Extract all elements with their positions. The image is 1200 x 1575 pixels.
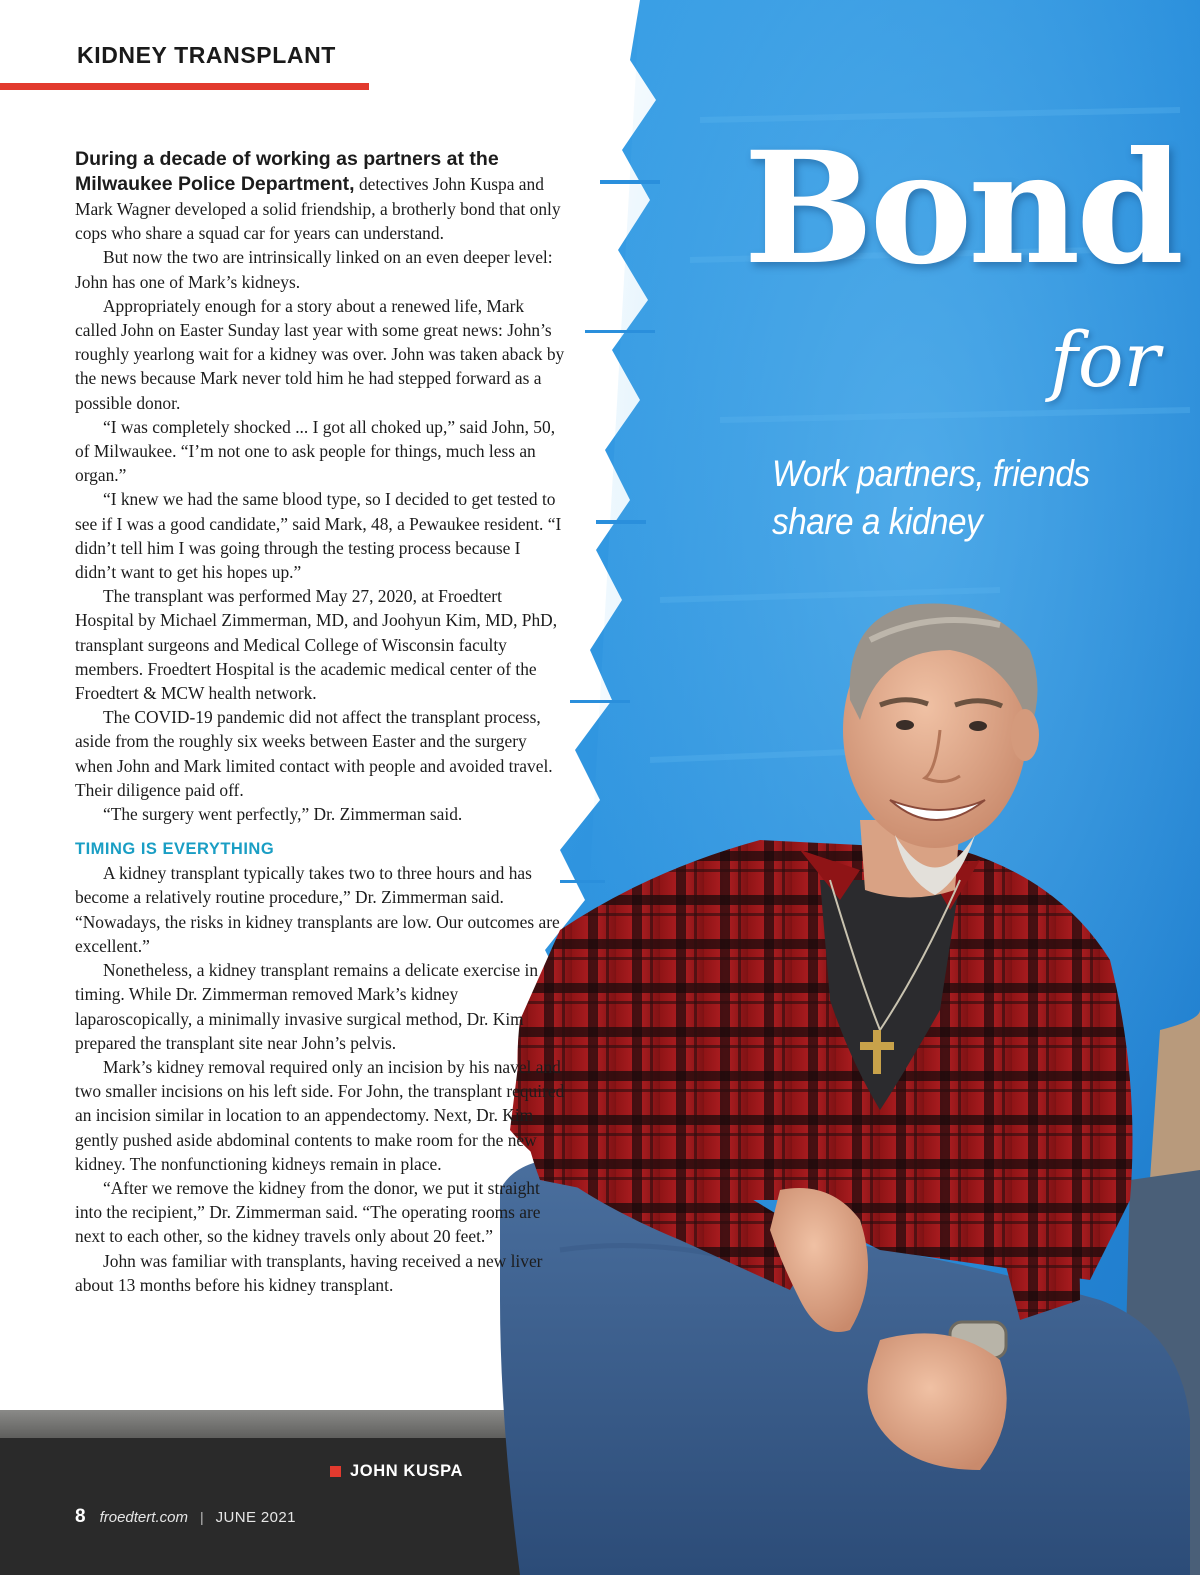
photo-caption bbox=[330, 1462, 463, 1481]
issue-date: JUNE 2021 bbox=[215, 1509, 296, 1526]
deck-line-2: share a kidney bbox=[772, 501, 983, 542]
paragraph: A kidney transplant typically takes two to three hours and has become a relatively routine procedure,” Dr. Zimmerman said. “Nowadays, the risks in kidney transplants are low. Our outcomes are excellent.” bbox=[75, 863, 560, 956]
page-number: 8 bbox=[75, 1506, 86, 1527]
paragraph: “After we remove the kidney from the donor, we put it straight into the recipient,” Dr. Zimmerman said. “The operating rooms are next to each other, so the kidney travels only about 20 feet.” bbox=[75, 1177, 541, 1247]
lead-paragraph bbox=[75, 147, 565, 245]
paragraph: Nonetheless, a kidney transplant remains a delicate exercise in timing. While Dr. Zimmerman removed Mark’s kidney laparoscopically, a minimally invasive surgical method, Dr. Kim prepared the transplant site near John’s pelvis. bbox=[75, 960, 539, 1053]
deck-line-1: Work partners, friends bbox=[772, 453, 1090, 494]
paragraph: Appropriately enough for a story about a renewed life, Mark called John on Easter Sunday last year with some great news: John’s roughly yearlong wait for a kidney was over. John was taken aback by the news because Mark never told him he had stepped forward as a possible donor. bbox=[75, 295, 565, 413]
caption-name: JOHN KUSPA bbox=[350, 1462, 463, 1480]
paragraph: “I was completely shocked ... I got all choked up,” said John, 50, of Milwaukee. “I’m not one to ask people for things, much less an organ.” bbox=[75, 416, 556, 486]
article-body bbox=[75, 147, 565, 1297]
paragraph: But now the two are intrinsically linked on an even deeper level: John has one of Mark’s kidneys. bbox=[75, 247, 553, 292]
page-footer bbox=[75, 1506, 296, 1528]
paragraph: “The surgery went perfectly,” Dr. Zimmerman said. bbox=[103, 804, 463, 825]
paragraph: The COVID-19 pandemic did not affect the transplant process, aside from the roughly six weeks between Easter and the surgery when John and Mark limited contact with people and avoided travel. Their diligence paid off. bbox=[75, 707, 553, 800]
headline-word-for: for bbox=[1049, 315, 1160, 404]
red-square-icon bbox=[330, 1466, 341, 1477]
paragraph: The transplant was performed May 27, 2020, at Froedtert Hospital by Michael Zimmerman, MD, and Joohyun Kim, MD, PhD, transplant surgeons and Medical College of Wisconsin faculty members. Froedtert Hospital is the academic medical center of the Froedtert & MCW health network. bbox=[75, 586, 558, 704]
site-link[interactable]: froedtert.com bbox=[99, 1509, 188, 1526]
footer-separator: | bbox=[199, 1509, 204, 1525]
lead-in: During a decade of working as partners at the Milwaukee Police Department, bbox=[75, 148, 499, 195]
subhead: TIMING IS EVERYTHING bbox=[75, 840, 275, 859]
headline-word-bond: Bond bbox=[743, 118, 1180, 299]
paragraph: John was familiar with transplants, having received a new liver about 13 months before his kidney transplant. bbox=[75, 1250, 543, 1295]
header-rule bbox=[0, 83, 369, 90]
section-label: KIDNEY TRANSPLANT bbox=[77, 42, 336, 68]
lead-rest: detectives John Kuspa and Mark Wagner developed a solid friendship, a brotherly bond that only cops who share a squad car for years can understand. bbox=[75, 174, 561, 244]
deck-subtitle bbox=[772, 450, 1132, 546]
paragraph: “I knew we had the same blood type, so I decided to get tested to see if I was a good candidate,” said Mark, 48, a Pewaukee resident. “I didn’t tell him I was going through the testing process because I didn’t want to get his hopes up.” bbox=[75, 489, 562, 583]
paragraph: Mark’s kidney removal required only an incision by his navel and two smaller incisions on his left side. For John, the transplant required an incision similar in location to an appendectomy. Next, Dr. Kim gently pushed aside abdominal contents to make room for the new kidney. The nonfunctioning kidneys remain in place. bbox=[75, 1056, 565, 1174]
